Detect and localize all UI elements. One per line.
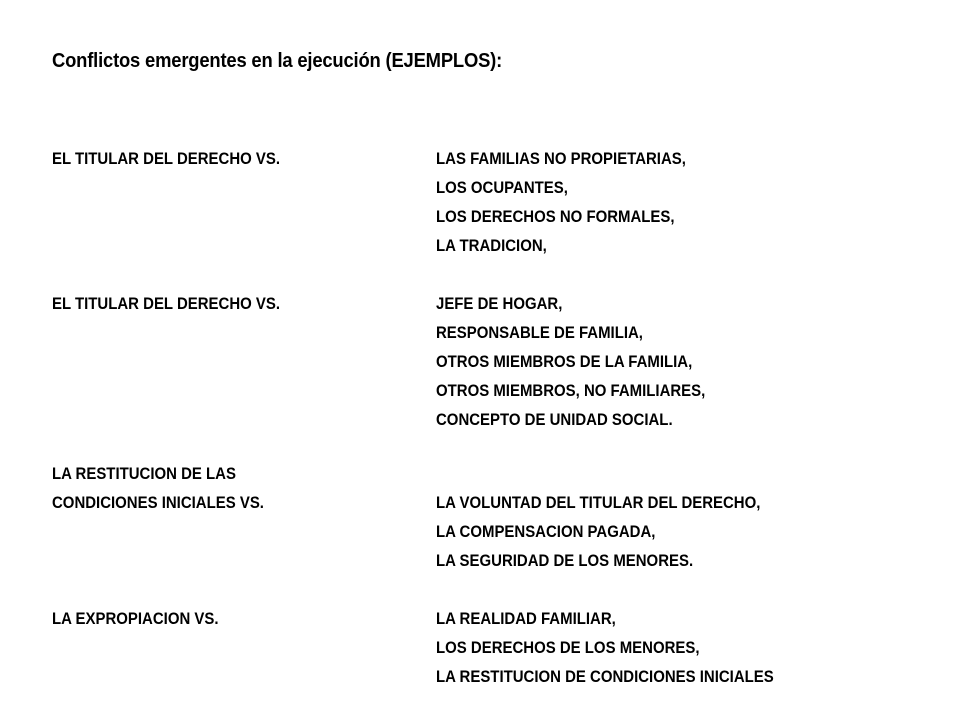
opponent-line: OTROS MIEMBROS DE LA FAMILIA, — [436, 352, 693, 371]
conflict-opponents — [436, 289, 936, 434]
opponent-line: OTROS MIEMBROS, NO FAMILIARES, — [436, 381, 706, 400]
conflict-opponents — [436, 604, 936, 691]
subject-line: LA EXPROPIACION VS. — [52, 609, 219, 628]
opponent-line: JEFE DE HOGAR, — [436, 294, 563, 313]
opponent-line: LOS OCUPANTES, — [436, 178, 568, 197]
conflict-opponents — [436, 488, 936, 575]
opponent-line: LAS FAMILIAS NO PROPIETARIAS, — [436, 149, 686, 168]
conflict-opponents — [436, 144, 936, 260]
subject-line: EL TITULAR DEL DERECHO VS. — [52, 294, 281, 313]
subject-line: CONDICIONES INICIALES VS. — [52, 493, 264, 512]
opponent-line: LA REALIDAD FAMILIAR, — [436, 609, 616, 628]
conflict-subject — [52, 459, 432, 517]
opponent-line: LA TRADICION, — [436, 236, 547, 255]
opponent-line: LA VOLUNTAD DEL TITULAR DEL DERECHO, — [436, 493, 761, 512]
slide-title: Conflictos emergentes en la ejecución (EJEMPLOS): — [52, 50, 503, 72]
opponent-line: LOS DERECHOS NO FORMALES, — [436, 207, 675, 226]
opponent-line: CONCEPTO DE UNIDAD SOCIAL. — [436, 410, 673, 429]
opponent-line: LA COMPENSACION PAGADA, — [436, 522, 656, 541]
opponent-line: LA RESTITUCION DE CONDICIONES INICIALES — [436, 667, 774, 686]
opponent-line: LOS DERECHOS DE LOS MENORES, — [436, 638, 700, 657]
conflict-subject — [52, 604, 432, 633]
conflict-subject — [52, 289, 432, 318]
opponent-line: LA SEGURIDAD DE LOS MENORES. — [436, 551, 694, 570]
opponent-line: RESPONSABLE DE FAMILIA, — [436, 323, 643, 342]
conflict-subject — [52, 144, 432, 173]
subject-line: EL TITULAR DEL DERECHO VS. — [52, 149, 281, 168]
subject-line: LA RESTITUCION DE LAS — [52, 464, 236, 483]
